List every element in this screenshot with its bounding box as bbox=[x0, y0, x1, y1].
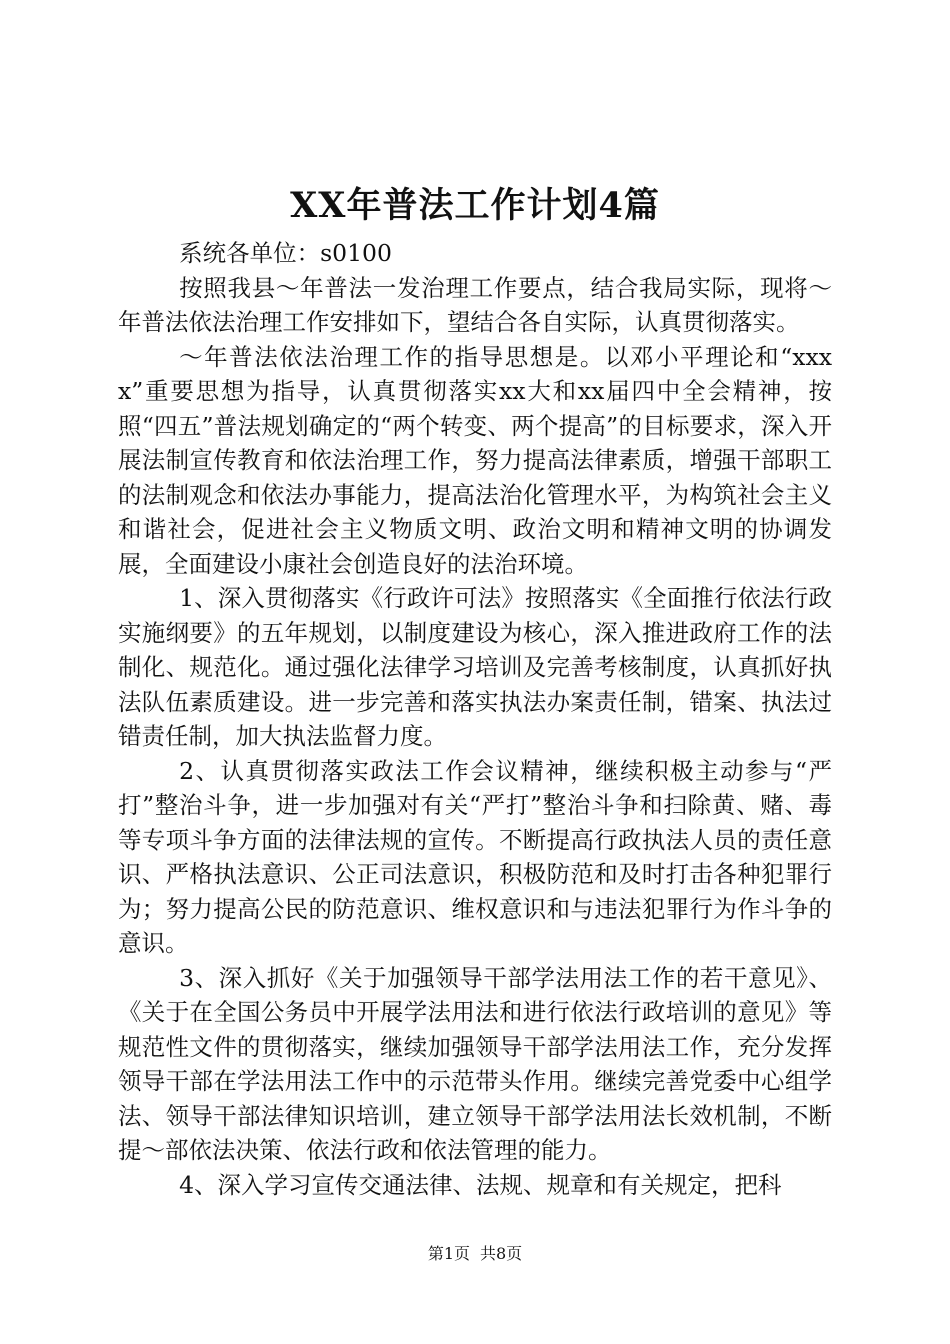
document-title: XX年普法工作计划4篇 bbox=[290, 185, 660, 226]
item-2-paragraph: 2、认真贯彻落实政法工作会议精神，继续积极主动参与“严打”整治斗争，进一步加强对有关“严打”整治斗争和扫除黄、赌、毒等专项斗争方面的法律法规的宣传。不断提高行政执法人员的责任意识、严格执法意识、公正司法意识，积极防范和及时打击各种犯罪行为；努力提高公民的防范意识、维权意识和与违法犯罪行为作斗争的意识。 bbox=[118, 756, 832, 957]
intro-paragraph: 按照我县～年普法一发治理工作要点，结合我局实际，现将～年普法依法治理工作安排如下，望结合各自实际，认真贯彻落实。 bbox=[118, 273, 832, 336]
guiding-thought-paragraph: ～年普法依法治理工作的指导思想是。以邓小平理论和“xxxx”重要思想为指导，认真贯彻落实xx大和xx届四中全会精神，按照“四五”普法规划确定的“两个转变、两个提高”的目标要求，深入开展法制宣传教育和依法治理工作，努力提高法律素质，增强干部职工的法制观念和依法办事能力，提高法治化管理水平，为构筑社会主义和谐社会，促进社会主义物质文明、政治文明和精神文明的协调发展，全面建设小康社会创造良好的法治环境。 bbox=[118, 342, 832, 578]
salutation-paragraph: 系统各单位：s0100 bbox=[179, 239, 392, 267]
item-4-paragraph: 4、深入学习宣传交通法律、法规、规章和有关规定，把科 bbox=[179, 1170, 782, 1199]
page-total: 共8页 bbox=[480, 1244, 523, 1263]
page-footer bbox=[0, 1243, 950, 1265]
item-3-paragraph: 3、深入抓好《关于加强领导干部学法用法工作的若干意见》、《关于在全国公务员中开展学法用法和进行依法行政培训的意见》等规范性文件的贯彻落实，继续加强领导干部学法用法工作，充分发挥领导干部在学法用法工作中的示范带头作用。继续完善党委中心组学法、领导干部法律知识培训，建立领导干部学法用法长效机制，不断提～部依法决策、依法行政和依法管理的能力。 bbox=[118, 963, 832, 1164]
item-1-paragraph: 1、深入贯彻落实《行政许可法》按照落实《全面推行依法行政实施纲要》的五年规划，以制度建设为核心，深入推进政府工作的法制化、规范化。通过强化法律学习培训及完善考核制度，认真抓好执法队伍素质建设。进一步完善和落实执法办案责任制，错案、执法过错责任制，加大执法监督力度。 bbox=[118, 584, 832, 750]
document-body bbox=[118, 236, 832, 1202]
page-number: 第1页 bbox=[427, 1244, 470, 1263]
